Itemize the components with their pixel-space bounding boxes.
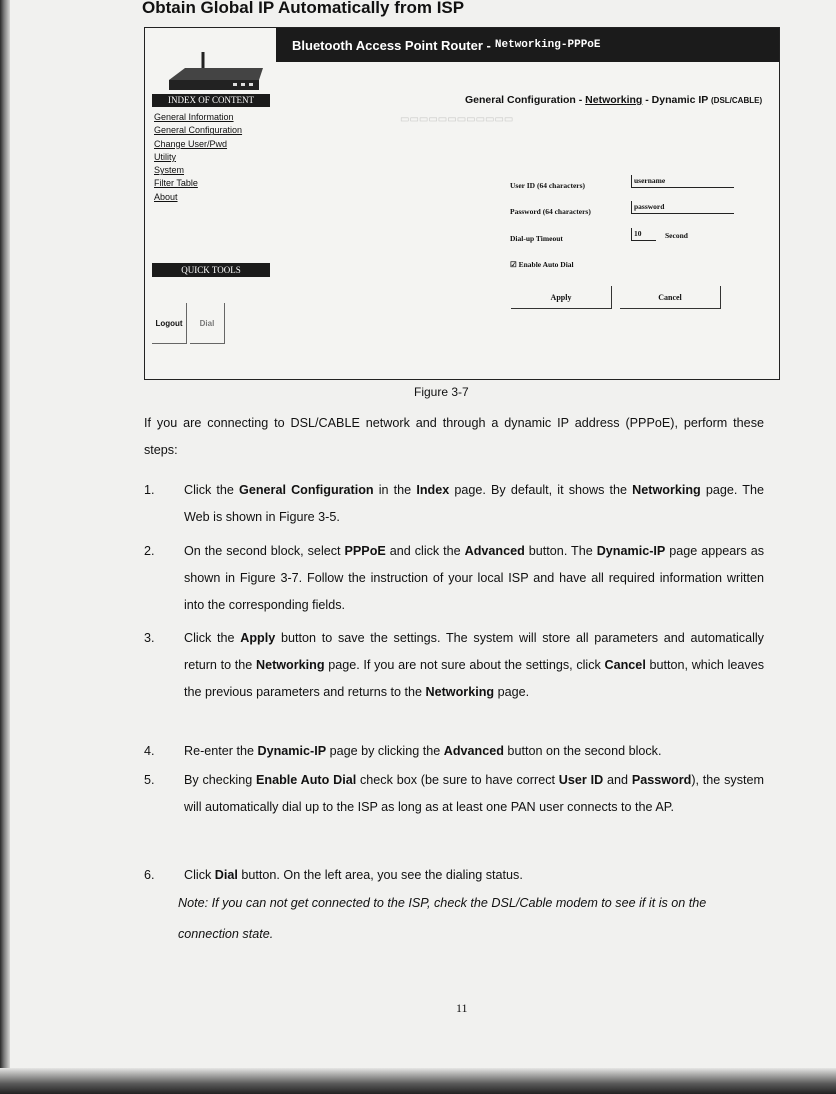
step-number: 5.: [144, 773, 155, 787]
list-item: [144, 767, 764, 848]
figure-caption: Figure 3-7: [414, 385, 469, 399]
step-text: Click the Apply button to save the settings. The system will store all parameters and automatically return to the Networking page. If you are not sure about the settings, click Cancel button, which leaves the previous parameters and returns to the Networking page.: [184, 631, 764, 699]
list-item: [144, 538, 764, 619]
figure-screenshot: [144, 27, 780, 380]
nav-item-about[interactable]: About: [154, 191, 178, 202]
step-number: 1.: [144, 483, 155, 497]
step-number: 6.: [144, 868, 155, 882]
list-item: [144, 625, 764, 733]
sidebar: [150, 94, 270, 378]
quick-tools-header: QUICK TOOLS: [152, 263, 270, 277]
user-id-input[interactable]: username: [631, 175, 734, 188]
nav-item-general-configuration[interactable]: General Configuration: [154, 125, 243, 136]
step-text: Re-enter the Dynamic-IP page by clicking the Advanced button on the second block.: [184, 744, 662, 758]
nav-item-change-user-pwd[interactable]: Change User/Pwd: [154, 138, 228, 149]
dial-button[interactable]: Dial: [190, 303, 225, 344]
page-bottom-edge: [0, 1068, 836, 1094]
checkbox-checked-icon[interactable]: ☑: [510, 260, 517, 269]
nav-item-general-information[interactable]: General Information: [154, 112, 234, 122]
main-title-suffix: - Dynamic IP: [642, 94, 712, 106]
step-text: By checking Enable Auto Dial check box (be sure to have correct User ID and Password), the system will automatically dial up to the ISP as long as at least one PAN user connects to the AP.: [184, 773, 764, 814]
nav-item-filter-table[interactable]: Filter Table: [154, 178, 198, 189]
timeout-unit: Second: [665, 231, 688, 240]
section-heading: Obtain Global IP Automatically from ISP: [142, 0, 465, 17]
window-title: Bluetooth Access Point Router -: [292, 37, 491, 53]
timeout-label: Dial-up Timeout: [510, 234, 563, 243]
bleed-through: ▭▭▭▭▭▭▭▭▭▭▭▭: [400, 114, 514, 125]
step-number: 2.: [144, 544, 155, 558]
step-number: 3.: [144, 631, 155, 645]
networking-link[interactable]: Networking: [585, 94, 643, 106]
auto-dial-checkbox-row[interactable]: [510, 260, 574, 269]
window-title-page: Networking-PPPoE: [494, 39, 601, 51]
page-number: 11: [456, 1001, 468, 1015]
intro-paragraph: If you are connecting to DSL/CABLE network and through a dynamic IP address (PPPoE), perform these steps:: [144, 416, 764, 457]
logout-button[interactable]: Logout: [152, 303, 187, 344]
window-titlebar: [276, 28, 779, 62]
step-text: Click the General Configuration in the Index page. By default, it shows the Networking page. The Web is shown in Figure 3-5.: [184, 483, 764, 524]
apply-button[interactable]: Apply: [511, 286, 612, 309]
list-item: [144, 477, 764, 531]
router-icon: [163, 50, 269, 94]
page-binding-shadow: [0, 0, 10, 1094]
nav-item-system[interactable]: System: [154, 165, 185, 176]
password-input[interactable]: password: [631, 201, 734, 214]
nav-item-utility[interactable]: Utility: [154, 151, 176, 162]
auto-dial-label: Enable Auto Dial: [518, 260, 574, 269]
user-id-label: User ID (64 characters): [510, 181, 586, 190]
main-title: [465, 94, 762, 106]
note-text: Note: If you can not get connected to the ISP, check the DSL/Cable modem to see if it is on the connection state.: [178, 896, 707, 941]
step-text: Click Dial button. On the left area, you see the dialing status.: [184, 868, 523, 882]
step-text: On the second block, select PPPoE and click the Advanced button. The Dynamic-IP page appears as shown in Figure 3-7. Follow the instruction of your local ISP and have all required information written into the corresponding fields.: [184, 544, 764, 612]
timeout-input[interactable]: 10: [631, 228, 656, 241]
password-label: Password (64 characters): [510, 207, 591, 216]
index-header: INDEX OF CONTENT: [152, 94, 270, 107]
step-number: 4.: [144, 744, 155, 758]
list-item: [144, 738, 764, 765]
main-title-prefix: General Configuration -: [465, 94, 586, 106]
list-item: [144, 862, 764, 889]
cancel-button[interactable]: Cancel: [620, 286, 721, 309]
main-title-tag: (DSL/CABLE): [711, 96, 763, 105]
nav-list: [154, 111, 242, 204]
